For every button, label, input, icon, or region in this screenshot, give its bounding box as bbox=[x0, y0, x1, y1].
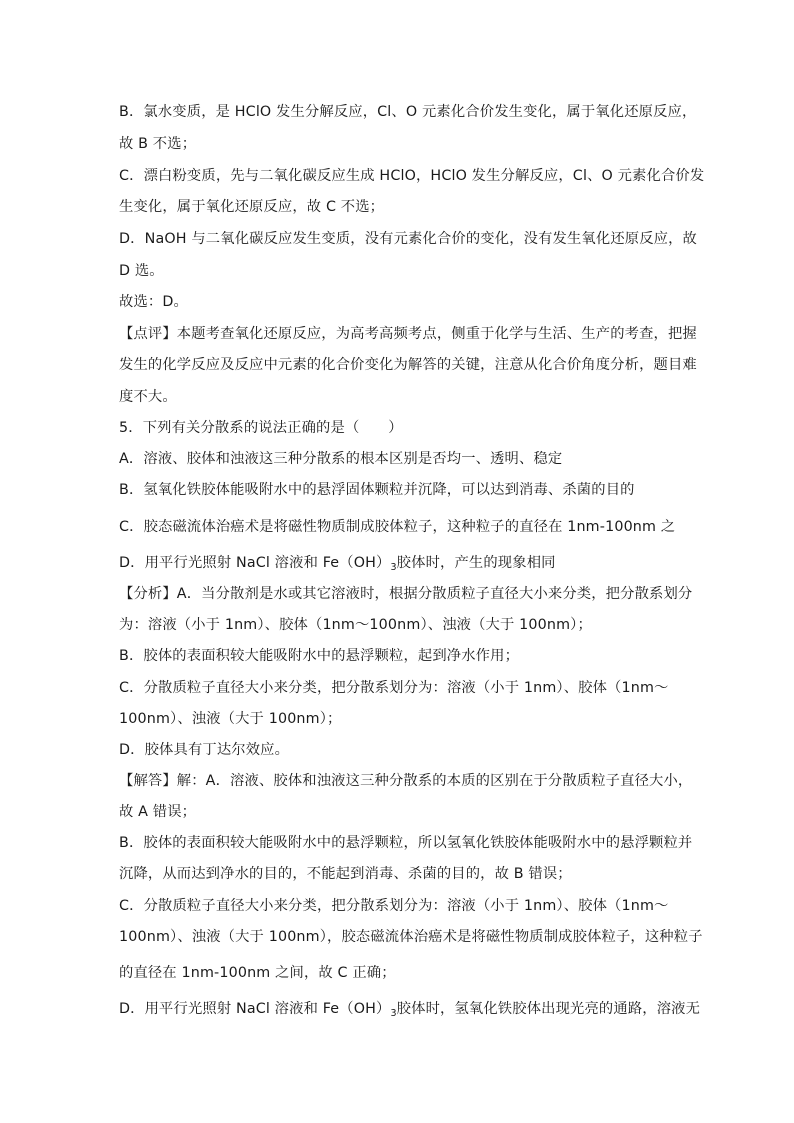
text-line: 100nm）、浊液（大于 100nm）； bbox=[119, 711, 342, 727]
text-line: 故 B 不选； bbox=[119, 136, 197, 152]
subscript: 3 bbox=[390, 1008, 397, 1019]
answer-line: 【解答】解：A．溶液、胶体和浊液这三种分散系的本质的区别在于分散质粒子直径大小， bbox=[119, 773, 693, 789]
comment-line: 【点评】本题考查氧化还原反应，为高考高频考点，侧重于化学与生活、生产的考查，把握 bbox=[119, 326, 697, 342]
text-line: D 选。 bbox=[119, 263, 164, 279]
option-d-text-end: 胶体时，产生的现象相同 bbox=[396, 555, 556, 571]
text-line: 沉降，从而达到净水的目的，不能起到消毒、杀菌的目的，故 B 错误； bbox=[119, 866, 572, 882]
text-line: C．漂白粉变质，先与二氧化碳反应生成 HClO，HClO 发生分解反应，Cl、O 元素化合价发 bbox=[119, 168, 705, 184]
option-b: B．氢氧化铁胶体能吸附水中的悬浮固体颗粒并沉降，可以达到消毒、杀菌的目的 bbox=[119, 482, 635, 498]
option-d bbox=[119, 553, 556, 575]
option-c: C．胶态磁流体治癌术是将磁性物质制成胶体粒子，这种粒子的直径在 1nm-100nm 之 bbox=[119, 519, 676, 535]
text-line: D．胶体具有丁达尔效应。 bbox=[119, 742, 290, 758]
answer-d-text-end: 胶体时，氢氧化铁胶体出现光亮的通路，溶液无 bbox=[396, 1001, 701, 1017]
text-line: 度不大。 bbox=[119, 389, 177, 405]
answer-d-text: D．用平行光照射 NaCl 溶液和 Fe（OH） bbox=[119, 1001, 391, 1017]
text-line: 故 A 错误； bbox=[119, 804, 197, 820]
option-a: A．溶液、胶体和浊液这三种分散系的根本区别是否均一、透明、稳定 bbox=[119, 451, 563, 467]
text-line: 发生的化学反应及反应中元素的化合价变化为解答的关键，注意从化合价角度分析，题目难 bbox=[119, 357, 697, 373]
text-line: 为：溶液（小于 1nm）、胶体（1nm～100nm）、浊液（大于 100nm）； bbox=[119, 617, 592, 633]
text-line: B．胶体的表面积较大能吸附水中的悬浮颗粒，所以氢氧化铁胶体能吸附水中的悬浮颗粒并 bbox=[119, 835, 693, 851]
text-line: 的直径在 1nm-100nm 之间，故 C 正确； bbox=[119, 965, 396, 981]
text-line: C．分散质粒子直径大小来分类，把分散系划分为：溶液（小于 1nm）、胶体（1nm～ bbox=[119, 898, 669, 914]
analysis-line: 【分析】A．当分散剂是水或其它溶液时，根据分散质粒子直径大小来分类，把分散系划分 bbox=[119, 586, 693, 602]
question-title: 5．下列有关分散系的说法正确的是（ ） bbox=[119, 420, 403, 436]
answer-d-line bbox=[119, 999, 700, 1021]
option-d-text: D．用平行光照射 NaCl 溶液和 Fe（OH） bbox=[119, 555, 391, 571]
text-line: 100nm）、浊液（大于 100nm），胶态磁流体治癌术是将磁性物质制成胶体粒子，这种粒子 bbox=[119, 929, 703, 945]
subscript: 3 bbox=[390, 562, 397, 573]
text-line: 生变化，属于氧化还原反应，故 C 不选； bbox=[119, 199, 385, 215]
text-line: C．分散质粒子直径大小来分类，把分散系划分为：溶液（小于 1nm）、胶体（1nm～ bbox=[119, 680, 669, 696]
text-line: D．NaOH 与二氧化碳反应发生变质，没有元素化合价的变化，没有发生氧化还原反应，故 bbox=[119, 231, 697, 247]
text-line: B．胶体的表面积较大能吸附水中的悬浮颗粒，起到净水作用； bbox=[119, 648, 520, 664]
text-line: B．氯水变质，是 HClO 发生分解反应，Cl、O 元素化合价发生变化，属于氧化还原反应， bbox=[119, 104, 697, 120]
text-line: 故选：D。 bbox=[119, 294, 188, 310]
